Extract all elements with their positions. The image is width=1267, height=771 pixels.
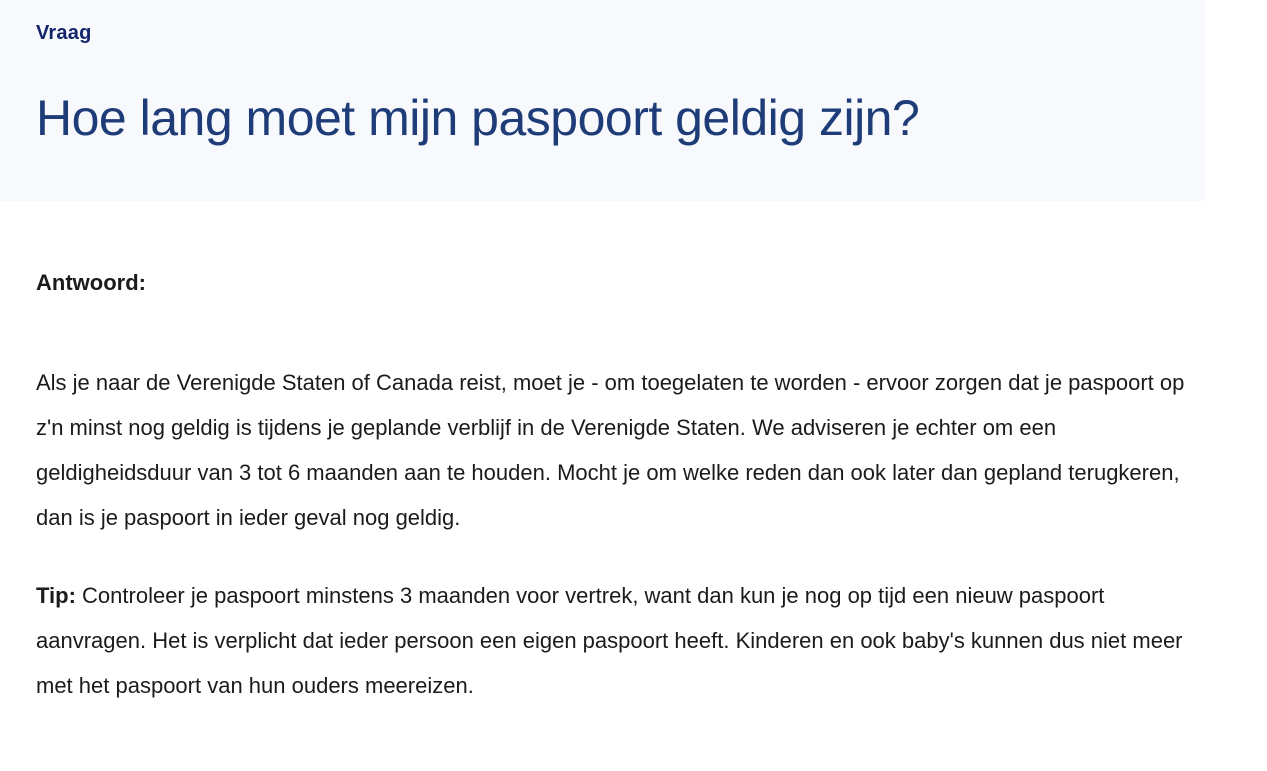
tip-paragraph xyxy=(36,573,1211,708)
page-title: Hoe lang moet mijn paspoort geldig zijn? xyxy=(36,90,920,146)
tip-text: Controleer je paspoort minstens 3 maanden voor vertrek, want dan kun je nog op tijd een nieuw paspoort aanvragen. Het is verplicht dat ieder persoon een eigen paspoort heeft. Kinderen en ook baby's kunnen dus niet meer met het paspoort van hun ouders meereizen. xyxy=(36,583,1183,698)
tip-label: Tip: xyxy=(36,583,76,608)
answer-paragraph: Als je naar de Verenigde Staten of Canada reist, moet je - om toegelaten te worden - ervoor zorgen dat je paspoort op z'n minst nog geldig is tijdens je geplande verblijf in de Verenigde Staten. We adviseren je echter om een geldigheidsduur van 3 tot 6 maanden aan te houden. Mocht je om welke reden dan ook later dan gepland terugkeren, dan is je paspoort in ieder geval nog geldig. xyxy=(36,370,1185,530)
question-banner xyxy=(0,0,1205,201)
answer-section xyxy=(0,270,1267,708)
question-label: Vraag xyxy=(36,22,92,44)
answer-label: Antwoord: xyxy=(36,270,146,295)
